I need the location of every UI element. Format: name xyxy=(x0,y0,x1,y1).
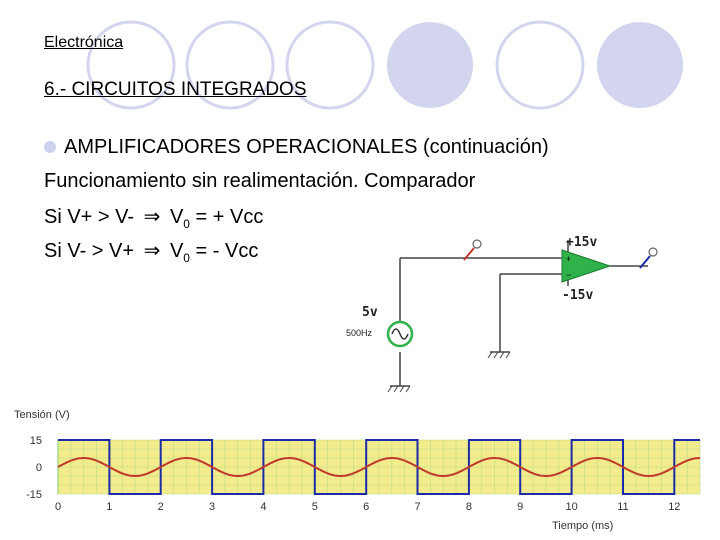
y-tick-label: 0 xyxy=(35,462,42,474)
section-title: 6.- CIRCUITOS INTEGRADOS xyxy=(44,79,307,100)
deco-circle xyxy=(387,22,473,108)
subject-title: Electrónica xyxy=(44,34,124,51)
decorative-circles xyxy=(0,0,720,120)
output-subscript: 0 xyxy=(183,251,190,265)
x-tick-label: 10 xyxy=(565,501,578,513)
description-line: Funcionamiento sin realimentación. Comparador xyxy=(44,170,476,192)
x-tick-label: 9 xyxy=(517,501,524,513)
condition-line-positive xyxy=(44,204,263,231)
condition-prefix: Si V- > V+ xyxy=(44,240,135,262)
oscilloscope-chart xyxy=(0,400,720,540)
implies-arrow-icon: ⇒ xyxy=(143,240,161,262)
implies-arrow-icon: ⇒ xyxy=(143,206,161,228)
x-tick-label: 4 xyxy=(260,501,267,513)
output-symbol: V xyxy=(169,240,184,262)
x-tick-label: 1 xyxy=(106,501,113,513)
condition-line-negative xyxy=(44,238,258,265)
x-tick-label: 6 xyxy=(363,501,370,513)
condition-prefix: Si V+ > V- xyxy=(44,206,135,228)
y-tick-labels xyxy=(26,435,42,501)
deco-circle xyxy=(597,22,683,108)
bullet-text: AMPLIFICADORES OPERACIONALES (continuación) xyxy=(64,136,549,158)
input-probe-icon xyxy=(464,240,481,260)
bullet-line xyxy=(44,136,549,159)
opamp-minus-sign: − xyxy=(566,270,572,280)
supply-positive-label: +15v xyxy=(566,235,598,250)
deco-circle xyxy=(497,22,583,108)
supply-negative-label: -15v xyxy=(562,288,594,303)
bullet-icon xyxy=(44,141,56,153)
condition-result: = + Vcc xyxy=(189,206,264,228)
x-tick-label: 5 xyxy=(311,501,318,513)
x-tick-label: 11 xyxy=(617,501,629,513)
comparator-circuit xyxy=(340,228,670,400)
output-symbol: V xyxy=(169,206,184,228)
opamp-plus-sign: + xyxy=(566,254,572,264)
x-tick-label: 3 xyxy=(209,501,216,513)
x-tick-label: 7 xyxy=(414,501,421,513)
ground-icon xyxy=(388,386,410,392)
y-tick-label: -15 xyxy=(26,489,42,501)
output-subscript: 0 xyxy=(183,217,190,231)
ground-icon xyxy=(488,352,510,358)
source-frequency-label: 500Hz xyxy=(346,328,373,338)
x-axis-label: Tiempo (ms) xyxy=(552,520,614,532)
output-probe-icon xyxy=(640,248,657,268)
y-tick-label: 15 xyxy=(29,435,42,447)
source-amplitude-label: 5v xyxy=(362,305,378,320)
condition-result: = - Vcc xyxy=(189,240,259,262)
x-tick-labels xyxy=(55,501,681,513)
x-tick-label: 2 xyxy=(157,501,164,513)
y-axis-label: Tensión (V) xyxy=(14,409,70,421)
x-tick-label: 0 xyxy=(54,501,62,513)
x-tick-label: 8 xyxy=(465,501,472,513)
x-tick-label: 12 xyxy=(668,501,681,513)
